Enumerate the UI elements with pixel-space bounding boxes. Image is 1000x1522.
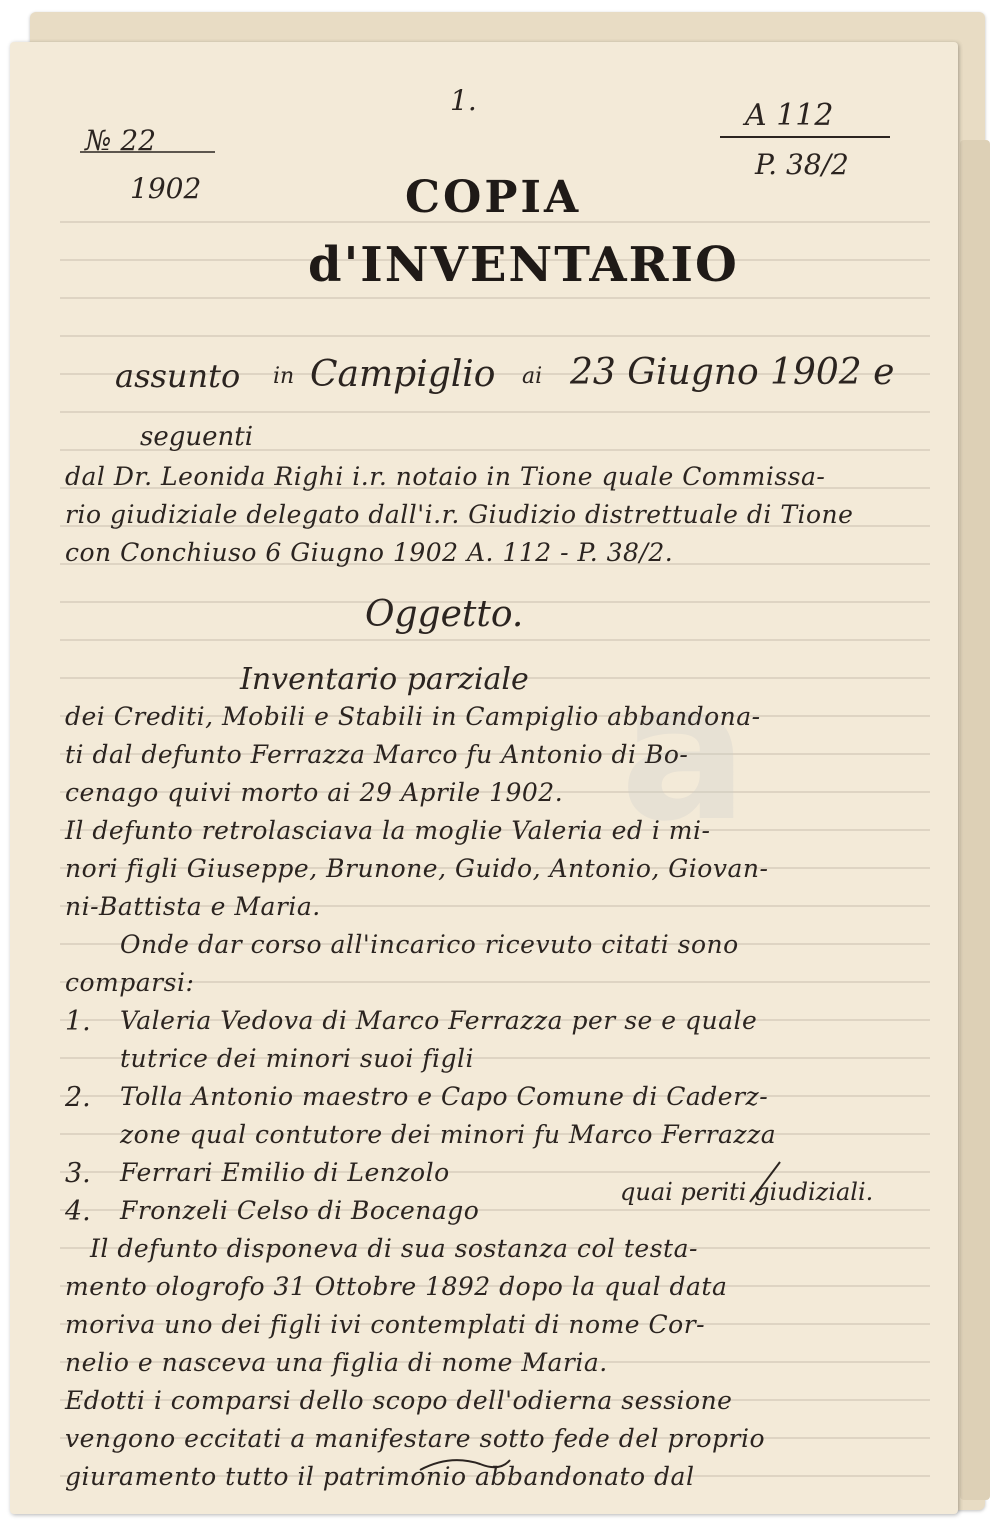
assunto-word: assunto [115, 357, 241, 395]
appearer-line: Ferrari Emilio di Lenzolo [120, 1158, 450, 1187]
body-line: nori figli Giuseppe, Brunone, Guido, Antonio, Giovan- [65, 854, 769, 883]
body-line: moriva uno dei figli ivi contemplati di nome Cor- [65, 1310, 706, 1339]
body-line: Il defunto retrolasciava la moglie Valeria ed i mi- [65, 816, 711, 845]
body-line: comparsi: [65, 968, 195, 997]
body-line: Il defunto disponeva di sua sostanza col testa- [90, 1234, 698, 1263]
title-inventario: d'INVENTARIO [308, 237, 739, 293]
seguenti-word: seguenti [140, 422, 254, 452]
appearer-line: Valeria Vedova di Marco Ferrazza per se e quale [120, 1006, 758, 1035]
body-line: nelio e nasceva una figlia di nome Maria. [65, 1348, 608, 1377]
body-line: cenago quivi morto ai 29 Aprile 1902. [65, 778, 564, 807]
commissary-line: con Conchiuso 6 Giugno 1902 A. 112 - P. 38/2. [65, 538, 674, 567]
appearer-line: Fronzeli Celso di Bocenago [120, 1196, 480, 1225]
commissary-line: dal Dr. Leonida Righi i.r. notaio in Tione quale Commissa- [65, 462, 826, 491]
body-line: ni-Battista e Maria. [65, 892, 321, 921]
body-line: giuramento tutto il patrimonio abbandonato dal [65, 1462, 695, 1491]
body-line: Edotti i comparsi dello scopo dell'odierna sessione [65, 1386, 733, 1415]
doc-year: 1902 [130, 172, 202, 205]
doc-number: № 22 [85, 124, 157, 157]
body-line: Onde dar corso all'incarico ricevuto citati sono [120, 930, 739, 959]
title-copia: COPIA [405, 172, 582, 223]
appearer-number: 4. [65, 1196, 91, 1227]
oggetto-heading: Oggetto. [365, 594, 524, 635]
page-number: 1. [450, 84, 477, 117]
appearer-number: 2. [65, 1082, 91, 1113]
appearer-number: 3. [65, 1158, 91, 1189]
body-line: dei Crediti, Mobili e Stabili in Campiglio abbandona- [65, 702, 761, 731]
watermark: a [620, 642, 749, 863]
body-line: ti dal defunto Ferrazza Marco fu Antonio di Bo- [65, 740, 689, 769]
body-line: mento ologrofo 31 Ottobre 1892 dopo la qual data [65, 1272, 728, 1301]
appearer-line: zone qual contutore dei minori fu Marco Ferrazza [120, 1120, 777, 1149]
ref-top: A 112 [745, 98, 834, 133]
date: 23 Giugno 1902 e [570, 352, 895, 393]
document-page [10, 42, 958, 1514]
periti-note: quai periti giudiziali. [620, 1178, 874, 1206]
ai-word: ai [522, 364, 543, 389]
appearer-line: Tolla Antonio maestro e Capo Comune di Caderz- [120, 1082, 769, 1111]
appearer-number: 1. [65, 1006, 91, 1037]
place-name: Campiglio [310, 354, 496, 395]
in-word: in [273, 364, 295, 389]
ref-bottom: P. 38/2 [755, 148, 849, 181]
body-line: vengono eccitati a manifestare sotto fede del proprio [65, 1424, 765, 1453]
paper-edge-stack [960, 140, 990, 1500]
commissary-line: rio giudiziale delegato dall'i.r. Giudizio distrettuale di Tione [65, 500, 854, 529]
appearer-line: tutrice dei minori suoi figli [120, 1044, 475, 1073]
subject-heading: Inventario parziale [240, 662, 529, 697]
